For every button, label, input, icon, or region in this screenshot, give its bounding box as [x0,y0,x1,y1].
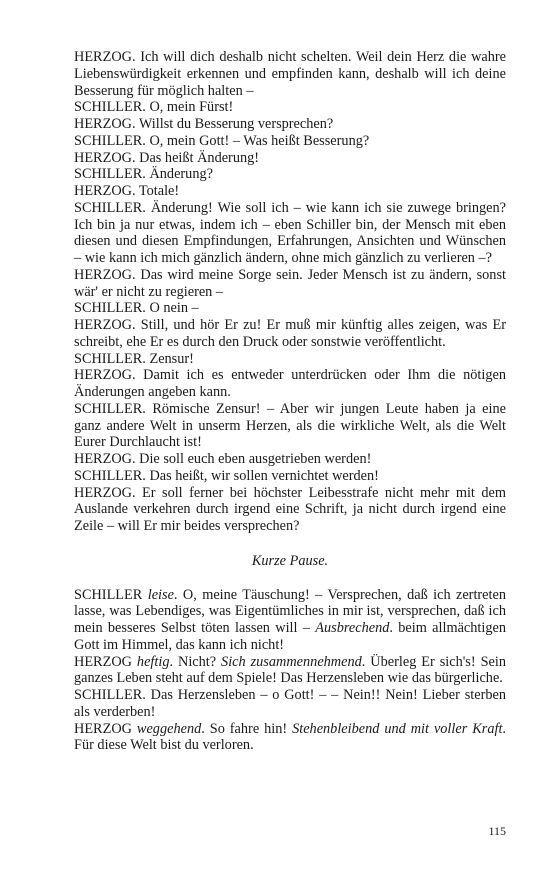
dialogue-line: HERZOG. Willst du Besserung versprechen? [74,116,334,132]
dialogue-block-1 [74,49,506,535]
dialogue-line [74,721,506,755]
dialogue-line: SCHILLER. Das heißt, wir sollen vernichtet werden! [74,467,379,484]
speaker-name: HERZOG [74,720,132,737]
dialogue-line: HERZOG. Das heißt Änderung! [74,149,260,166]
dialogue-line: HERZOG. Still, und hör Er zu! Er muß mir künftig alles zeigen, was Er schreibt, ehe Er es durch den Druck oder sonstwie veröffentlicht. [74,317,506,350]
dialogue-line [74,587,506,654]
speaker-name: HERZOG [74,653,132,670]
stage-cue: leise [147,586,174,603]
dialogue-line: HERZOG. Die soll euch eben ausgetrieben werden! [74,451,372,467]
dialogue-line: HERZOG. Totale! [74,183,180,199]
dialogue-line: SCHILLER. O, mein Fürst! [74,99,234,116]
dialogue-line: SCHILLER. Das Herzensleben – o Gott! – – Nein!! Nein! Lieber sterben als verderben! [74,687,506,720]
speech-text: . beim allmächtigen Gott im Himmel, das kann ich nicht! [74,620,506,653]
stage-cue: Ausbrechend [315,620,390,636]
dialogue-line: HERZOG. Er soll ferner bei höchster Leibesstrafe nicht mehr mit dem Auslande verkehren durch irgend eine Schrift, ja nicht durch irgend eine Zeile – will Er mir beides versprechen? [74,484,506,534]
stage-cue: Sich zusammennehmend [221,653,362,670]
stage-cue: heftig [136,653,170,670]
page-number: 115 [488,824,506,838]
dialogue-line: SCHILLER. Änderung? [74,166,213,183]
dialogue-line [74,654,506,688]
speech-text: . Nicht? [169,653,222,670]
speech-text: . O, meine Täuschung! – Versprechen, daß ich zertreten lasse, was Lebendiges, was Eigentümliches in mir ist, versprechen, daß ich mein besseres Selbst töten lassen will – [74,586,506,636]
dialogue-line: HERZOG. Ich will dich deshalb nicht schelten. Weil dein Herz die wahre Liebenswürdigkeit erkennen und empfinden kann, deshalb will ich deine Besserung für möglich halten – [74,49,506,99]
dialogue-line: SCHILLER. O, mein Gott! – Was heißt Besserung? [74,132,370,149]
speech-text: . So fahre hin! [201,720,293,737]
speech-text: . Für diese Welt bist du verloren. [74,720,506,754]
speech-text: . Überleg Er sich's! Sein ganzes Leben steht auf dem Spiele! Das Herzensleben wie das bürgerliche. [74,653,506,687]
stage-cue: weggehend [136,720,202,737]
page-body [74,49,506,754]
dialogue-line: HERZOG. Das wird meine Sorge sein. Jeder Mensch ist zu ändern, sonst wär' er nicht zu regieren – [74,266,506,300]
dialogue-line: SCHILLER. Änderung! Wie soll ich – wie kann ich sie zuwege bringen? Ich bin ja nur etwas, indem ich – eben Schiller bin, der Mensch mit eben diesen und diesen Empfindungen, Erfahrungen, Ansichten und Wünschen – wie kann ich mich gänzlich ändern, ohne mich gänzlich zu verlieren –? [74,199,506,266]
dialogue-line: SCHILLER. Römische Zensur! – Aber wir jungen Leute haben ja eine ganz andere Welt in unserm Herzen, als die wirkliche Welt, als die Welt Eurer Durchlaucht ist! [74,400,506,451]
stage-direction: Kurze Pause. [251,552,329,569]
speaker-name: SCHILLER [74,586,143,603]
dialogue-line: SCHILLER. O nein – [74,300,199,317]
dialogue-line: SCHILLER. Zensur! [74,350,194,367]
dialogue-block-2 [74,587,506,755]
dialogue-line: HERZOG. Damit ich es entweder unterdrücken oder Ihm die nötigen Änderungen angeben kann. [74,367,506,400]
stage-cue: Stehenbleibend und mit voller Kraft [292,720,503,737]
